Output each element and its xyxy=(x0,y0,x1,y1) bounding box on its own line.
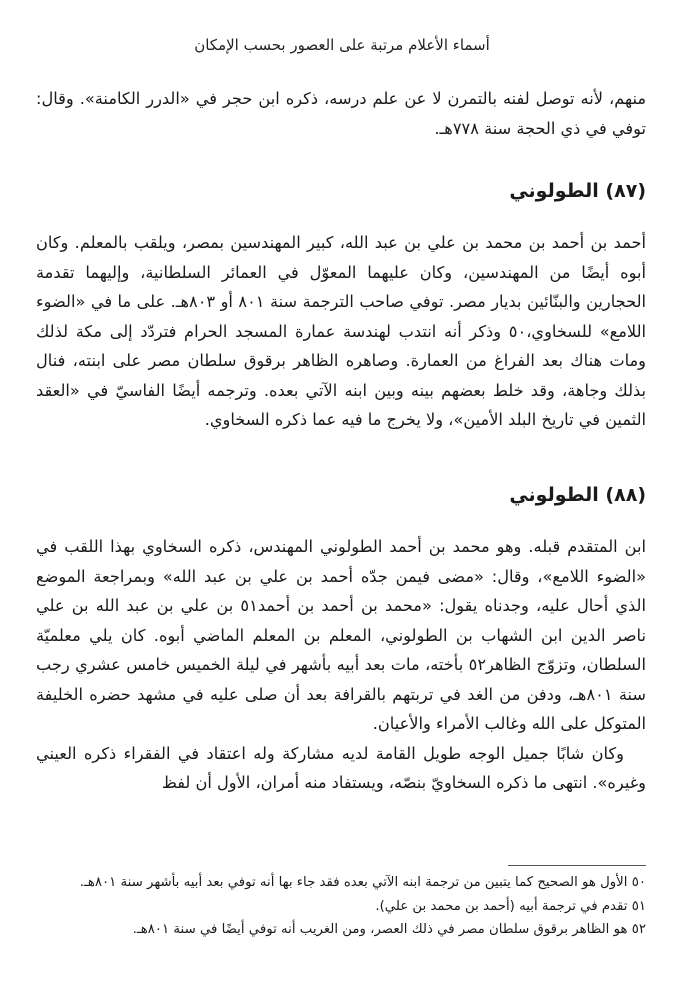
entry-paragraph: وكان شابًا جميل الوجه طويل القامة لديه مشاركة وله اعتقاد في الفقراء ذكره العيني وغيره». انتهى ما ذكره السخاويّ بنصّه، ويستفاد منه أمران، الأول أن لفظ xyxy=(36,743,646,792)
entry-heading: (٨٧) الطولوني xyxy=(509,180,646,202)
footnote: ٥٢ هو الظاهر برقوق سلطان مصر في ذلك العصر، ومن الغريب أنه توفي أيضًا في سنة ٨٠١هـ. xyxy=(132,922,646,937)
running-title: أسماء الأعلام مرتبة على العصور بحسب الإمكان xyxy=(194,36,490,54)
entry-heading: (٨٨) الطولوني xyxy=(509,484,646,506)
footnote-divider xyxy=(508,865,646,866)
entry-paragraph: ابن المتقدم قبله. وهو محمد بن أحمد الطولوني المهندس، ذكره السخاوي بهذا اللقب في «الضوء اللامع»، وقال: «مضى فيمن جدّه أحمد بن علي بن عبد الله» وبمراجعة الموضع الذي أحال عليه، وجدناه يقول: «محمد بن أحمد بن أحمد٥١ بن علي بن عبد الله بن علي ناصر الدين ابن الشهاب بن الطولوني، المعلم بن المعلم الماضي أبوه. كان يلي معلميّة السلطان، وتزوّج الظاهر٥٢ بأخته، مات بعد أبيه بأشهر في ليلة الخميس خامس عشري رجب سنة ٨٠١هـ، ودفن من الغد في تربتهم بالقرافة بعد أن صلى عليه في مشهد حضره الخليفة المتوكل على الله وغالب الأمراء والأعيان. xyxy=(36,537,646,733)
entry-paragraph: أحمد بن أحمد بن محمد بن علي بن عبد الله، كبير المهندسين بمصر، ويلقب بالمعلم. وكان أبوه أيضًا من المهندسين، وكان عليهما المعوّل في العمائر السلطانية، وإليهما تقدمة الحجارين والبنّائين بديار مصر. توفي صاحب الترجمة سنة ٨٠١ أو ٨٠٣هـ. على ما في «الضوء اللامع» للسخاوي،٥٠ وذكر أنه انتدب لهندسة عمارة المسجد الحرام فتردّد إلى مكة لذلك ومات هناك بعد الفراغ من العمارة. وصاهره الظاهر برقوق سلطان مصر على ابنته، فنال بذلك وجاهة، وقد خلط بعضهم بينه وبين ابنه الآتي بعده. وترجمه أيضًا الفاسيّ في «العقد الثمين في تاريخ البلد الأمين»، ولا يخرج ما فيه عما ذكره السخاوي. xyxy=(36,233,647,429)
intro-paragraph: منهم، لأنه توصل لفنه بالتمرن لا عن علم درسه، ذكره ابن حجر في «الدرر الكامنة». وقال: توفي في ذي الحجة سنة ٧٧٨هـ. xyxy=(36,89,646,138)
footnotes-block xyxy=(36,871,646,942)
entry-body xyxy=(36,532,646,798)
footnote: ٥١ تقدم في ترجمة أبيه (أحمد بن محمد بن علي). xyxy=(375,898,646,914)
entry-body xyxy=(36,228,646,435)
intro-text-block xyxy=(36,84,646,143)
footnote: ٥٠ الأول هو الصحيح كما يتبين من ترجمة ابنه الآتي بعده فقد جاء بها أنه توفي بعد أبيه بأشهر سنة ٨٠١هـ. xyxy=(79,875,646,890)
